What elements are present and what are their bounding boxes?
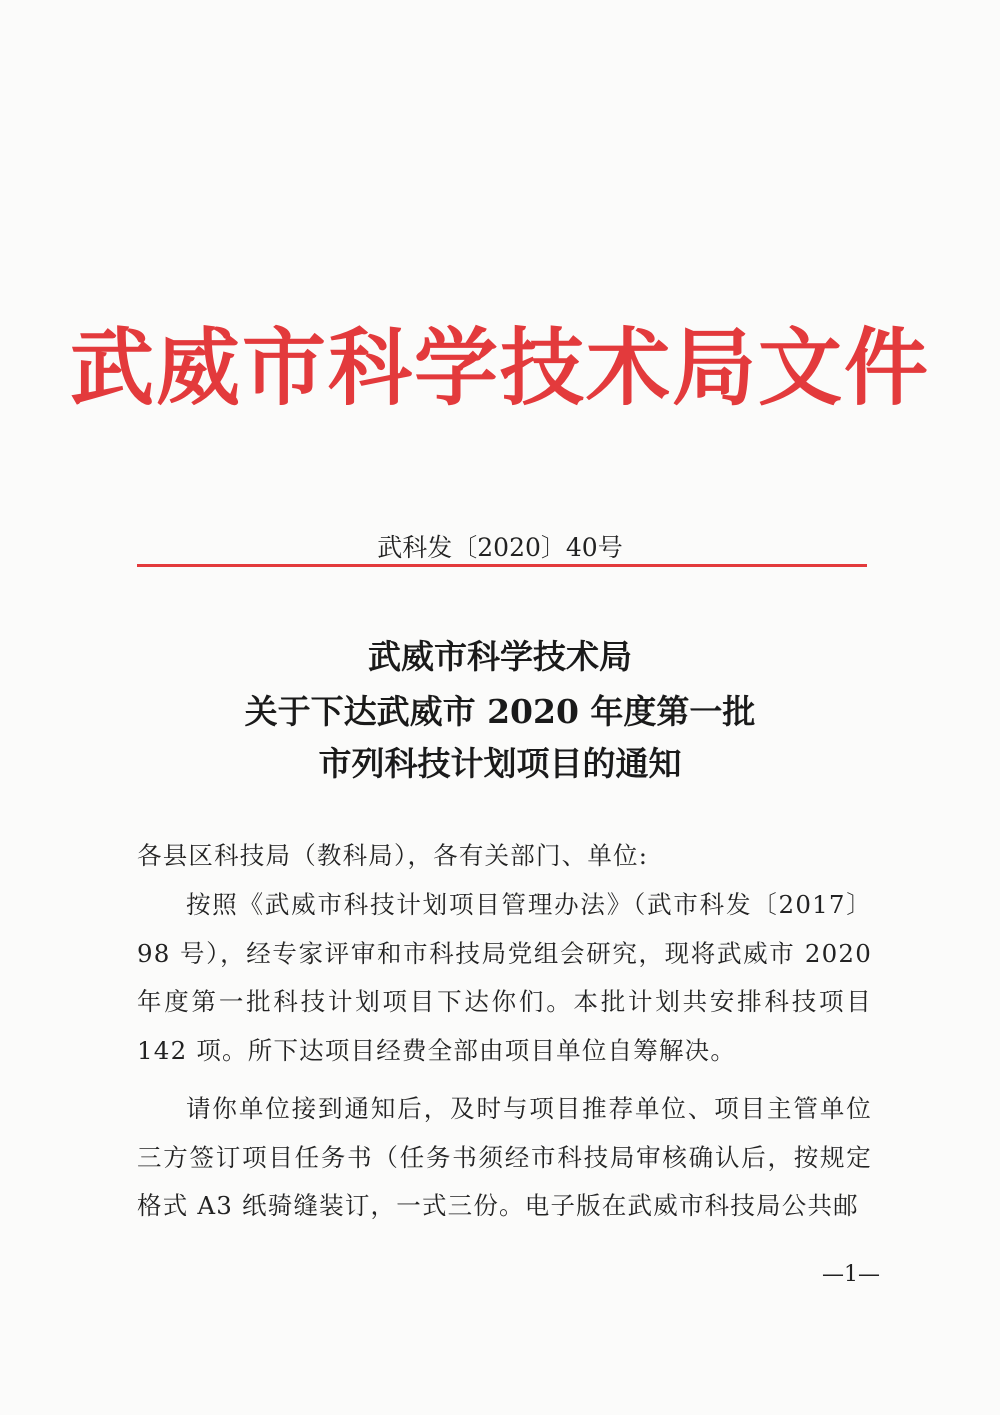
notice-title-line-3: 市列科技计划项目的通知 <box>318 744 682 783</box>
body-paragraph-1: 按照《武威市科技计划项目管理办法》（武市科发〔2017〕98 号），经专家评审和市科技局党组会研究，现将武威市 2020 年度第一批科技计划项目下达你们。本批计划共安排科技项目 142 项。所下达项目经费全部由项目单位自筹解决。 <box>137 890 872 1065</box>
document-number: 武科发〔2020〕40号 <box>377 533 623 562</box>
red-divider-line <box>137 564 867 567</box>
masthead-title: 武威市科学技术局文件 <box>69 318 930 417</box>
page-number: —1— <box>822 1262 880 1287</box>
notice-title-line-2: 关于下达武威市 2020 年度第一批 <box>244 692 756 731</box>
addressee: 各县区科技局（教科局），各有关部门、单位: <box>137 841 649 870</box>
notice-title-line-1: 武威市科学技术局 <box>368 637 632 676</box>
body-paragraph-2: 请你单位接到通知后，及时与项目推荐单位、项目主管单位三方签订项目任务书（任务书须经市科技局审核确认后，按规定格式 A3 纸骑缝装订，一式三份。电子版在武威市科技局公共邮 <box>137 1094 872 1221</box>
